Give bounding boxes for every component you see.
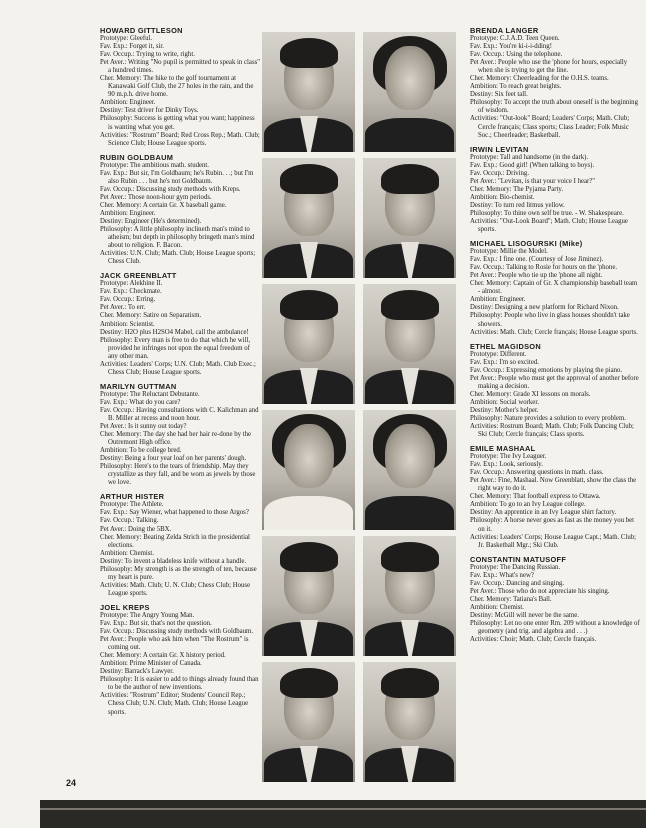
student-name: HOWARD GITTLESON (100, 26, 183, 35)
student-field: Destiny: An apprentice in an Ivy League shirt factory. (470, 509, 617, 517)
student-field: Activities: "Rostrum" Board; Red Cross Rep.; Math. Club; Science Club; House League sports. (100, 131, 260, 147)
student-field: Destiny: Designing a new platform for Richard Nixon. (470, 304, 619, 312)
student-field: Ambition: To go to an Ivy League college. (470, 501, 586, 509)
right-column (470, 26, 640, 649)
photo-row (262, 662, 456, 782)
student-entry (100, 382, 260, 488)
student-field: Pet Aver.: Those who do not appreciate his singing. (470, 587, 610, 595)
student-field: Ambition: To be college bred. (100, 447, 182, 455)
student-field: Activities: Leaders' Corps; House League Capt.; Math. Club; Jr. Basketball Mgr.; Ski Club. (470, 533, 637, 549)
student-entry (470, 239, 640, 337)
student-field: Prototype: Alekhine II. (100, 280, 163, 288)
portrait-photo (363, 662, 456, 782)
student-entry (470, 342, 640, 440)
student-field: Ambition: Social worker. (470, 398, 539, 406)
student-field: Cher. Memory: Satire on Separatism. (100, 312, 202, 320)
student-name: EMILE MASHAAL (470, 444, 536, 454)
student-field: Ambition: Engineer. (100, 209, 156, 217)
student-field: Fav. Exp.: Say Wiener, what happened to those Argos? (100, 509, 249, 517)
student-field: Pet Aver.: Doing the 5BX. (100, 525, 172, 533)
student-field: Prototype: Different. (470, 350, 527, 358)
student-field: Fav. Occup.: Answering questions in math. class. (470, 469, 604, 477)
student-field: Prototype: Gleeful. (100, 35, 153, 42)
student-field: Activities: Math. Club; Cercle français; House League sports. (470, 328, 638, 336)
photo-row (262, 284, 456, 404)
student-field: Prototype: The Dancing Russian. (470, 563, 561, 571)
portrait-photo (262, 284, 355, 404)
student-entry (100, 603, 260, 717)
student-name: ARTHUR HISTER (100, 492, 165, 502)
student-field: Ambition: Engineer. (470, 296, 526, 304)
student-field: Cher. Memory: The hike to the golf tournament at Kanawaki Golf Club, the 27 holes in the rain, and the 90 m.p.h. drive home. (100, 75, 254, 99)
student-field: Activities: Rostrum Board; Math. Club; Folk Dancing Club; Ski Club; Cercle français; Class sports. (470, 423, 634, 439)
student-field: Ambition: Prime Minister of Canada. (100, 660, 202, 668)
student-field: Fav. Exp.: I fine one. (Courtesy of Jose Jiminez). (470, 256, 604, 264)
student-field: Cher. Memory: The day she had her hair re-done by the Outremont High office. (100, 431, 252, 447)
student-field: Pet Aver.: To err. (100, 304, 146, 312)
student-field: Prototype: The ambitious math. student. (100, 161, 209, 169)
student-field: Destiny: Test driver for Dinky Toys. (100, 107, 199, 115)
student-field: Pet Aver.: Those noon-hour gym periods. (100, 193, 212, 201)
student-field: Destiny: H2O plus H2SO4 Mabel, call the ambulance! (100, 328, 249, 336)
student-entry (470, 26, 640, 140)
student-field: Fav. Occup.: Discussing study methods with Goldbaum. (100, 628, 254, 636)
student-name: ETHEL MAGIDSON (470, 341, 541, 351)
student-field: Activities: "Out-look" Board; Leaders' Corps; Math. Club; Cercle français; Class sports; Class Leader; Folk Music Soc.; Cheerleader; Basketball. (470, 115, 630, 139)
student-field: Cher. Memory: A certain Gr. X baseball game. (100, 201, 227, 209)
student-entry (470, 555, 640, 644)
student-field: Pet Aver.: Writing "No pupil is permitted to speak in class" a hundred times. (100, 59, 261, 75)
student-field: Prototype: The Ivy Leaguer. (470, 453, 547, 461)
student-field: Philosophy: To accept the truth about oneself is the beginning of wisdom. (470, 99, 638, 115)
student-field: Cher. Memory: Grade XI lessons on morals. (470, 390, 591, 398)
student-entry (470, 444, 640, 550)
student-field: Philosophy: Nature provides a solution to every problem. (470, 414, 626, 422)
student-field: Prototype: Tall and handsome (in the dark). (470, 153, 589, 161)
portrait-photo (262, 662, 355, 782)
student-field: Fav. Occup.: Dancing and singing. (470, 579, 565, 587)
student-field: Prototype: C.J.A.D. Teen Queen. (470, 35, 560, 42)
student-field: Destiny: Being a four year loaf on her parents' dough. (100, 455, 247, 463)
student-field: Prototype: The Reluctant Debutante. (100, 390, 200, 398)
student-field: Fav. Exp.: Good girl! (When talking to boys). (470, 161, 595, 169)
student-field: Prototype: The Angry Young Man. (100, 611, 195, 619)
student-field: Destiny: To turn red litmus yellow. (470, 201, 565, 209)
photo-row (262, 536, 456, 656)
student-field: Pet Aver.: People who use the 'phone for hours, especially when she is trying to get the line. (470, 59, 628, 75)
page-bottom-edge (40, 800, 646, 828)
student-field: Philosophy: Let no one enter Rm. 209 without a knowledge of geometry (and trig. and algebra and . . .) (470, 620, 640, 636)
student-field: Destiny: To invent a bladeless knife without a handle. (100, 557, 247, 565)
student-name: CONSTANTIN MATUSOFF (470, 554, 567, 564)
student-name: JACK GREENBLATT (100, 271, 177, 281)
student-field: Fav. Exp.: But sir, I'm Goldbaum; he's Rubin. . .; but I'm also Rubin . . . but he's not Goldbaum. (100, 169, 254, 185)
student-field: Fav. Exp.: You're ki-i-i-dding! (470, 43, 552, 51)
student-field: Philosophy: Success is getting what you want; happiness is wanting what you get. (100, 115, 255, 131)
student-field: Fav. Exp.: But sir, that's not the question. (100, 620, 212, 627)
student-field: Cher. Memory: That football express to Ottawa. (470, 493, 601, 501)
student-entry (100, 271, 260, 377)
student-name: MARILYN GUTTMAN (100, 381, 177, 391)
student-field: Activities: "Rostrum" Editor; Students' Council Rep.; Chess Club; U.N. Club; Math. Club; House League sports. (100, 692, 249, 716)
student-field: Fav. Occup.: Trying to write, right. (100, 51, 195, 59)
student-field: Fav. Occup.: Talking to Rosie for hours on the 'phone. (470, 264, 618, 272)
student-field: Fav. Exp.: Look, seriously. (470, 461, 543, 469)
student-field: Fav. Exp.: Forget it, sir. (100, 43, 165, 51)
student-field: Philosophy: Here's to the tears of friendship. May they crystallize as they fall, and be worn as jewels by those we love. (100, 463, 256, 487)
portrait-photo (363, 284, 456, 404)
student-field: Fav. Occup.: Expressing emotions by playing the piano. (470, 366, 623, 374)
student-field: Pet Aver.: Fine, Mashaal. Now Greenblatt, show the class the right way to do it. (470, 477, 637, 493)
student-field: Cher. Memory: A certain Gr. X history period. (100, 652, 226, 660)
student-field: Ambition: Engineer. (100, 99, 156, 107)
student-field: Cher. Memory: The Pyjama Party. (470, 185, 564, 193)
portrait-photo (262, 410, 355, 530)
student-field: Philosophy: It is easier to add to things already found than to be the author of new inventions. (100, 676, 259, 692)
portrait-photo (262, 536, 355, 656)
student-field: Fav. Occup.: Using the telephone. (470, 51, 563, 59)
student-entry (100, 26, 260, 148)
student-field: Activities: U.N. Club; Math. Club; House League sports; Chess Club. (100, 250, 256, 266)
photo-row (262, 32, 456, 152)
student-field: Fav. Occup.: Having consultations with C. Kalichman and B. Miller at recess and noon hour. (100, 406, 259, 422)
student-field: Philosophy: To thine own self be true. - W. Shakespeare. (470, 209, 624, 217)
student-field: Pet Aver.: People who tie up the 'phone all night. (470, 272, 603, 280)
student-field: Cher. Memory: Tatiana's Ball. (470, 595, 552, 603)
student-field: Prototype: The Athlete. (100, 501, 164, 509)
student-field: Destiny: Mother's helper. (470, 406, 539, 414)
student-field: Ambition: To reach great heights. (470, 83, 562, 91)
student-field: Philosophy: People who live in glass houses shouldn't take showers. (470, 312, 630, 328)
student-field: Activities: Leaders' Corps; U.N. Club; Math. Club Exec.; Chess Club; House League sports. (100, 360, 256, 376)
portrait-photo (262, 158, 355, 278)
student-field: Philosophy: A horse never goes as fast as the money you bet on it. (470, 517, 635, 533)
student-field: Philosophy: My strength is as the strength of ten, because my heart is pure. (100, 565, 257, 581)
student-field: Ambition: Scientist. (100, 320, 155, 328)
student-field: Fav. Occup.: Talking. (100, 517, 159, 525)
student-field: Destiny: McGill will never be the same. (470, 611, 579, 619)
student-entry (470, 145, 640, 234)
student-field: Pet Aver.: Is it sunny out today? (100, 423, 187, 431)
portrait-photo (262, 32, 355, 152)
student-field: Activities: Choir; Math. Club; Cercle français. (470, 636, 597, 644)
student-entry (100, 153, 260, 267)
student-field: Ambition: Chemist. (470, 603, 525, 611)
student-entry (100, 492, 260, 598)
photo-row (262, 410, 456, 530)
student-field: Prototype: Millie the Model. (470, 248, 548, 256)
student-field: Fav. Exp.: What's new? (470, 571, 534, 579)
student-field: Fav. Exp.: I'm so excited. (470, 358, 539, 366)
student-name: RUBIN GOLDBAUM (100, 152, 174, 162)
page-number: 24 (66, 778, 77, 788)
photo-row (262, 158, 456, 278)
portrait-photo (363, 158, 456, 278)
student-field: Philosophy: A little philosophy inclineth man's mind to atheism; but depth in philosophy bringeth man's mind about to religion. F. Bacon. (100, 226, 255, 250)
student-field: Destiny: Engineer (He's determined). (100, 217, 202, 225)
portrait-photo (363, 32, 456, 152)
student-field: Cher. Memory: Cheerleading for the O.H.S. teams. (470, 75, 609, 83)
student-name: MICHAEL LISOGURSKI (Mike) (470, 239, 583, 249)
student-name: IRWIN LEVITAN (470, 144, 529, 154)
student-field: Fav. Exp.: Checkmate. (100, 288, 162, 296)
student-field: Fav. Occup.: Discussing study methods with Kreps. (100, 185, 241, 193)
student-field: Fav. Occup.: Driving. (470, 169, 530, 177)
student-field: Fav. Occup.: Erring. (100, 296, 156, 304)
student-field: Pet Aver.: People who ask him when "The Rostrum" is coming out. (100, 636, 249, 652)
student-field: Fav. Exp.: What do you care? (100, 398, 181, 406)
student-field: Cher. Memory: Captain of Gr. X championship baseball team - almost. (470, 280, 638, 296)
student-name: JOEL KREPS (100, 602, 150, 612)
student-field: Destiny: Barrack's Lawyer. (100, 668, 174, 676)
student-field: Ambition: Chemist. (100, 549, 155, 557)
student-field: Pet Aver.: People who must get the approval of another before making a decision. (470, 374, 639, 390)
left-column (100, 26, 260, 722)
portrait-photo (363, 410, 456, 530)
student-field: Activities: "Out-Look Board"; Math. Club; House League sports. (470, 217, 628, 234)
student-field: Destiny: Six feet tall. (470, 91, 528, 99)
portrait-photo (363, 536, 456, 656)
student-field: Philosophy: Every man is free to do that which he will, provided he infringes not upon the equal freedom of any other man. (100, 336, 251, 360)
student-field: Pet Aver.: "Levitan, is that your voice I hear?" (470, 177, 596, 185)
student-name: BRENDA LANGER (470, 26, 539, 35)
student-field: Ambition: Bio-chemist. (470, 193, 535, 201)
student-field: Cher. Memory: Beating Zelda Strich in the presidential elections. (100, 533, 250, 549)
student-field: Activities: Math. Club; U. N. Club; Chess Club; House League sports. (100, 581, 251, 597)
